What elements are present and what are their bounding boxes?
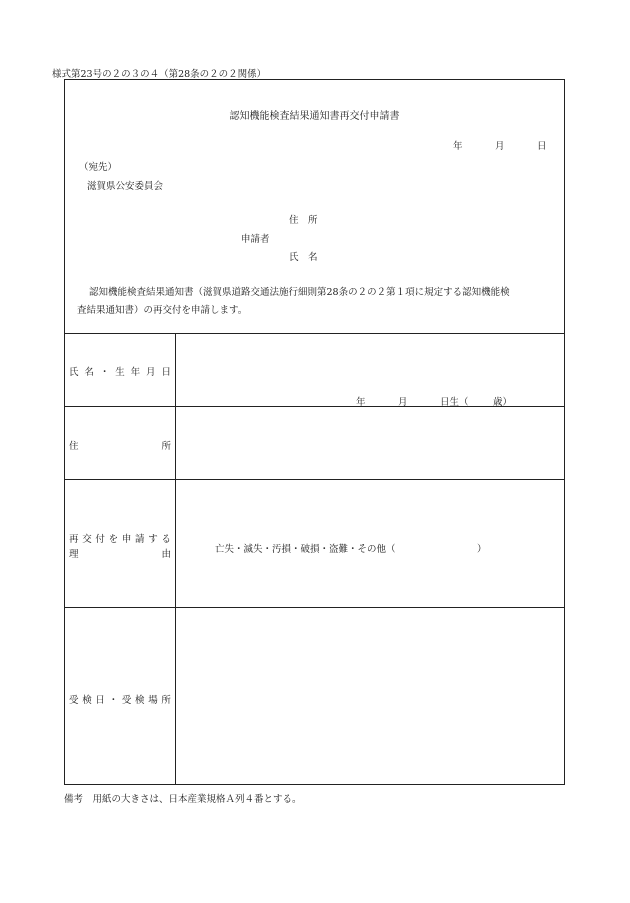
reason-label-line-2: 理 由 bbox=[69, 549, 171, 560]
footnote: 備考 用紙の大きさは、日本産業規格Ａ列４番とする。 bbox=[64, 794, 302, 805]
divider bbox=[65, 406, 564, 407]
addressee-name: 滋賀県公安委員会 bbox=[87, 181, 164, 192]
statement-line-2: 査結果通知書）の再交付を申請します。 bbox=[77, 305, 248, 316]
birth-year-label: 年 bbox=[356, 397, 366, 408]
divider bbox=[65, 479, 564, 480]
divider bbox=[65, 607, 564, 608]
statement-line-1: 認知機能検査結果通知書（滋賀県道路交通法施行細則第28条の２の２第１項に規定する認知機能検 bbox=[89, 287, 510, 298]
age-close-label: 歳） bbox=[493, 397, 513, 408]
reason-options: 亡失・滅失・汚損・破損・盗難・その他（ bbox=[215, 544, 396, 555]
divider bbox=[65, 333, 564, 334]
birth-day-age-label: 日生（ bbox=[440, 397, 469, 408]
form-title: 認知機能検査結果通知書再交付申請書 bbox=[229, 111, 400, 122]
date-year-label: 年 bbox=[453, 141, 463, 152]
applicant-address-label: 住 所 bbox=[289, 215, 318, 226]
name-birthdate-label: 氏 名 ・ 生 年 月 日 bbox=[69, 367, 171, 378]
reason-options-close: ） bbox=[477, 544, 487, 555]
applicant-role-label: 申請者 bbox=[241, 234, 270, 245]
exam-date-place-label: 受 検 日 ・ 受 検 場 所 bbox=[69, 695, 171, 706]
date-day-label: 日 bbox=[537, 141, 547, 152]
column-divider bbox=[175, 333, 176, 784]
form-reference: 様式第23号の２の３の４（第28条の２の２関係） bbox=[52, 69, 267, 80]
address-label: 住 所 bbox=[69, 441, 171, 452]
application-form bbox=[64, 79, 565, 785]
addressee-prefix: （宛先） bbox=[79, 162, 118, 173]
applicant-name-label: 氏 名 bbox=[289, 252, 318, 263]
date-month-label: 月 bbox=[495, 141, 505, 152]
birth-month-label: 月 bbox=[398, 397, 408, 408]
reason-label-line-1: 再 交 付 を 申 請 す る bbox=[69, 534, 171, 545]
